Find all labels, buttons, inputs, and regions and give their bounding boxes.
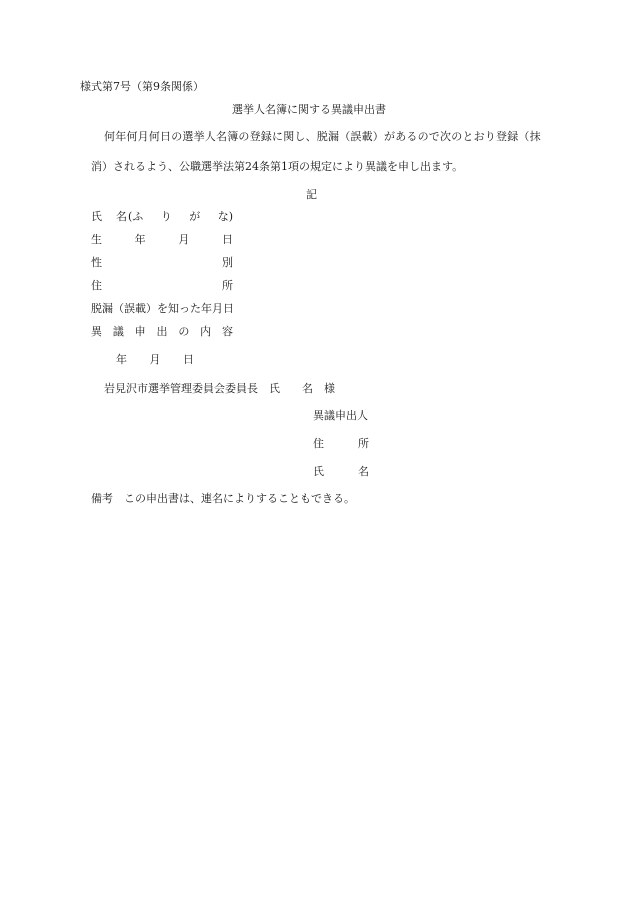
document-title: 選挙人名簿に関する異議申出書	[232, 103, 386, 116]
applicant-title: 異議申出人	[313, 409, 368, 422]
form-number: 様式第7号（第9条関係）	[80, 80, 204, 93]
address-char-2: 所	[222, 279, 233, 292]
date-day: 日	[183, 353, 194, 366]
furigana-4: な)	[217, 210, 233, 223]
date-year: 年	[116, 353, 127, 366]
submission-date	[116, 353, 194, 367]
content-char-6: 内	[200, 325, 212, 338]
address-char-1: 住	[91, 279, 102, 292]
birth-char-3: 月	[178, 233, 190, 246]
applicant-name-char-1: 氏	[313, 465, 324, 478]
content-char-7: 容	[221, 325, 233, 338]
applicant-name	[313, 465, 369, 479]
field-birthdate	[91, 233, 233, 247]
field-gender	[91, 256, 233, 270]
remark: 備考 この申出書は、連名によりすることもできる。	[91, 492, 355, 505]
content-char-5: の	[178, 325, 190, 338]
birth-char-2: 年	[134, 233, 146, 246]
content-char-1: 異	[91, 325, 102, 338]
field-name-furigana	[128, 210, 233, 224]
field-omission-date: 脱漏（誤載）を知った年月日	[91, 302, 234, 315]
body-line-2: 消）されるよう、公職選挙法第24条第1項の規定により異議を申し出ます。	[91, 160, 464, 173]
field-name-char-2: 名	[116, 210, 127, 223]
body-line-1: 何年何月何日の選挙人名簿の登録に関し、脱漏（誤載）があるので次のとおり登録（抹	[104, 130, 541, 143]
field-objection-content	[91, 325, 233, 339]
gender-char-2: 別	[222, 256, 233, 269]
birth-char-1: 生	[91, 233, 102, 246]
applicant-address-char-1: 住	[313, 437, 324, 450]
content-char-3: 申	[134, 325, 146, 338]
applicant-name-char-2: 名	[358, 465, 369, 478]
addressee: 岩見沢市選挙管理委員会委員長 氏 名 様	[104, 382, 335, 395]
content-char-4: 出	[156, 325, 168, 338]
ki-label: 記	[306, 188, 317, 201]
field-name-char-1: 氏	[91, 210, 102, 223]
content-char-2: 議	[112, 325, 124, 338]
gender-char-1: 性	[91, 256, 102, 269]
furigana-1: (ふ	[128, 210, 144, 223]
applicant-address	[313, 437, 369, 451]
furigana-3: が	[189, 210, 201, 223]
birth-char-4: 日	[221, 233, 233, 246]
applicant-address-char-2: 所	[358, 437, 369, 450]
field-address	[91, 279, 233, 293]
date-month: 月	[149, 353, 161, 366]
field-name	[91, 210, 233, 224]
furigana-2: り	[160, 210, 172, 223]
